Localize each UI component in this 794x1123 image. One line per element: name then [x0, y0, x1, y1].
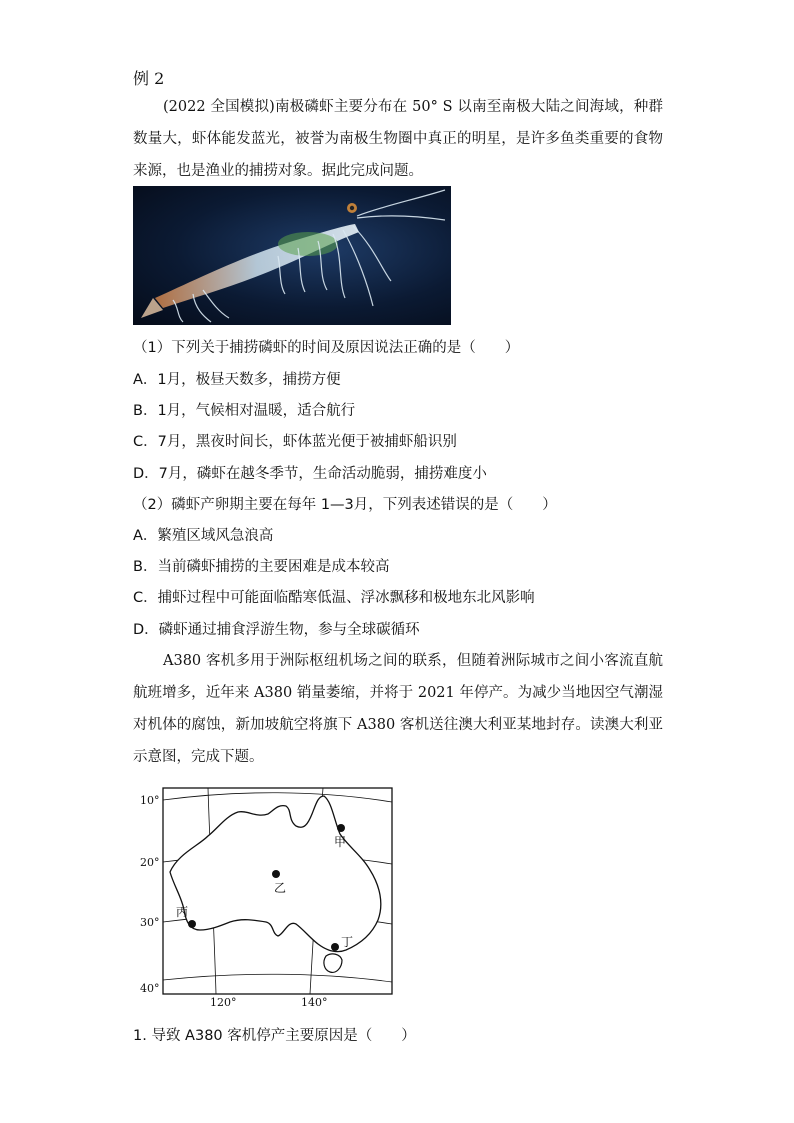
passage-a380: A380 客机多用于洲际枢纽机场之间的联系，但随着洲际城市之间小客流直航航班增多，近年来 A380 销量萎缩，并将于 2021 年停产。为减少当地因空气潮湿对机体的腐蚀，新加坡航空将旗下 A380 客机送往澳大利亚某地封存。读澳大利亚示意图，完成下题。 — [133, 653, 663, 765]
lat-label-20: 20° — [140, 856, 160, 869]
australia-map — [138, 784, 413, 1009]
q2-option-a: A．繁殖区域风急浪高 — [133, 528, 274, 544]
place-bing-dot — [188, 920, 196, 928]
q2-option-b: B．当前磷虾捕捞的主要困难是成本较高 — [133, 559, 390, 575]
lat-label-30: 30° — [140, 916, 160, 929]
place-ding-dot — [331, 943, 339, 951]
q2-option-c: C．捕虾过程中可能面临酷寒低温、浮冰飘移和极地东北风影响 — [133, 590, 535, 606]
lon-label-140: 140° — [301, 996, 328, 1009]
krill-photo — [133, 186, 451, 325]
place-jia-label: 甲 — [334, 835, 347, 849]
place-yi-dot — [272, 870, 280, 878]
place-jia-dot — [337, 824, 345, 832]
q2-option-d: D．磷虾通过捕食浮游生物，参与全球碳循环 — [133, 622, 420, 638]
q1-option-d: D．7月，磷虾在越冬季节，生命活动脆弱，捕捞难度小 — [133, 466, 487, 482]
passage-krill: (2022 全国模拟)南极磷虾主要分布在 50° S 以南至南极大陆之间海域，种群数量大，虾体能发蓝光，被誉为南极生物圈中真正的明星，是许多鱼类重要的食物来源，也是渔业的捕捞对象。据此完成问题。 — [133, 99, 663, 179]
q1-option-b: B．1月，气候相对温暖，适合航行 — [133, 403, 356, 419]
question-3-stem: 1. 导致 A380 客机停产主要原因是（ ） — [133, 1028, 416, 1044]
example-heading: 例 2 — [133, 69, 165, 88]
place-ding-label: 丁 — [341, 935, 354, 949]
place-bing-label: 丙 — [176, 905, 189, 919]
q1-option-a: A．1月，极昼天数多，捕捞方便 — [133, 372, 341, 388]
krill-illustration — [133, 186, 451, 325]
question-2-stem: （2）磷虾产卵期主要在每年 1—3月，下列表述错误的是（ ） — [133, 497, 557, 513]
lon-label-120: 120° — [210, 996, 237, 1009]
place-yi-label: 乙 — [274, 881, 287, 895]
q1-option-c: C．7月，黑夜时间长，虾体蓝光便于被捕虾船识别 — [133, 434, 457, 450]
lat-label-40: 40° — [140, 982, 160, 995]
question-1-stem: （1）下列关于捕捞磷虾的时间及原因说法正确的是（ ） — [133, 340, 520, 356]
lat-label-10: 10° — [140, 794, 160, 807]
